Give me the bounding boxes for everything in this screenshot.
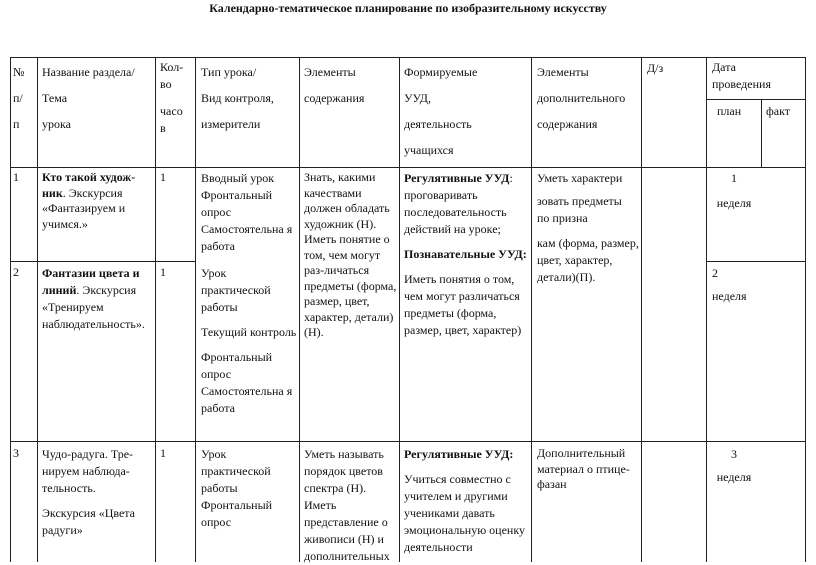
row3-uud: Регулятивные УУД: Учиться совместно с учителем и другими учениками давать эмоциональную оценку деятельности (404, 447, 526, 554)
row1-2-extra: Уметь характери зовать предметы по признa кам (форма, размер, цвет, характер, детали)(П). (537, 171, 639, 284)
header-plan: план (717, 104, 742, 118)
col-rule-2 (155, 57, 156, 562)
row1-lesson-type: Вводный урок Фронтальный опрос Самостоятельна я работа (201, 171, 293, 253)
row3-lesson-type: Урок практической работы Фронтальный опрос (201, 447, 273, 529)
row1-plan: 1 неделя (716, 171, 752, 210)
col-rule-5 (399, 57, 400, 562)
row2-lesson-type: Урок практической работы Текущий контроль Фронтальный опрос Самостоятельна я работа (201, 266, 297, 415)
col-rule-7 (641, 57, 642, 562)
row1-topic: Кто такой худож-ник. Экскурсия «Фантазируем и учимся.» (42, 170, 136, 231)
header-section: Название раздела/ Тема урока (42, 65, 135, 131)
col-rule-0 (10, 57, 11, 562)
document-title: Календарно-тематическое планирование по изобразительному искусству (209, 1, 607, 15)
row3-num: 3 (13, 446, 19, 460)
header-date: Дата проведения (712, 60, 771, 91)
header-extra: Элементы дополнительного содержания (537, 65, 626, 131)
row3-plan: 3 неделя (716, 447, 752, 484)
header-bottom-rule (10, 167, 806, 168)
row3-extra: Дополнительный материал о птице-фазан (537, 446, 630, 491)
row1-2-uud: Регулятивные УУД: проговаривать последовательность действий на уроке; Познавательные УУД: Иметь понятия о том, чем могут различаться предметы (форма, размер, цвет, характер) (404, 171, 527, 337)
row3-topic: Чудо-радуга. Тре-нируем наблюда-тельность. Экскурсия «Цвета радуги» (42, 447, 136, 537)
header-homework: Д/з (647, 61, 664, 75)
col-rule-9 (805, 57, 806, 562)
table-border-top (10, 57, 806, 58)
row1-hours: 1 (160, 170, 166, 184)
header-num: № п/ п (13, 65, 25, 131)
col-rule-plan-fact (761, 99, 762, 167)
row2-num: 2 (13, 265, 19, 279)
header-uud: Формируемые УУД, деятельность учащихся (404, 65, 478, 157)
header-content: Элементы содержания (304, 65, 365, 105)
header-lesson-type: Тип урока/ Вид контроля, измерители (201, 65, 274, 131)
col-rule-4 (299, 57, 300, 562)
col-rule-3 (195, 57, 196, 562)
row3-content: Уметь называть порядок цветов спектра (Н). Иметь представление о живописи (Н) и дополнительных (304, 447, 390, 563)
col-rule-8 (706, 57, 707, 562)
header-hours: Кол- во часо в (160, 60, 184, 135)
row1-bottom-rule-date (706, 261, 806, 262)
row2-bottom-rule (10, 441, 806, 442)
header-fact: факт (766, 104, 791, 118)
col-rule-1 (37, 57, 38, 562)
row2-topic: Фантазии цвета и линий. Экскурсия «Тренируем наблюдательность». (42, 266, 145, 331)
row2-plan: 2 неделя (712, 266, 747, 303)
row3-hours: 1 (160, 446, 166, 460)
row1-2-content: Знать, какими качествами должен обладать художник (Н). Иметь понятие о том, чем могут раз-личаться предметы (форма, размер, цвет, характер, детали) (Н). (304, 170, 397, 339)
date-subheader-rule (706, 99, 806, 100)
row2-hours: 1 (160, 265, 166, 279)
col-rule-6 (531, 57, 532, 562)
row1-num: 1 (13, 170, 19, 184)
